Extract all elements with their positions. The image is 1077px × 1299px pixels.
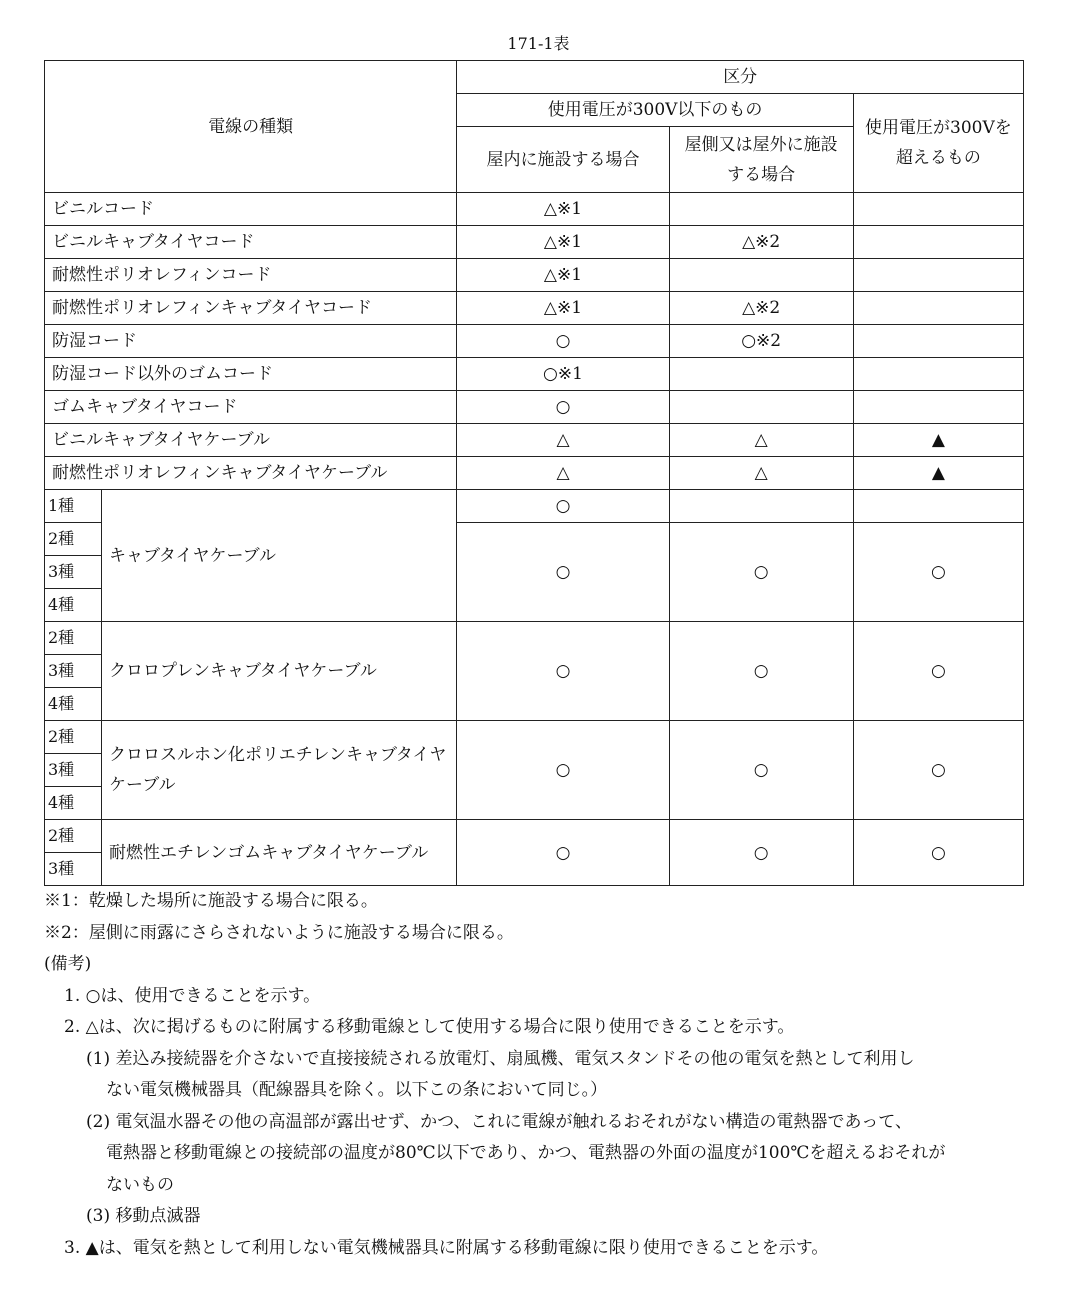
outdoor-cell <box>669 391 853 424</box>
table-header-row <box>45 61 1024 94</box>
remark-2 <box>44 1012 1044 1044</box>
remark-number: 1. <box>64 985 81 1006</box>
wire-name: クロロプレンキャブタイヤケーブル <box>102 622 457 721</box>
indoor-cell: ○ <box>457 820 669 886</box>
outdoor-cell: △※2 <box>669 292 853 325</box>
over-300v-cell <box>853 490 1023 523</box>
indoor-cell: △ <box>457 457 669 490</box>
indoor-cell: △※1 <box>457 193 669 226</box>
header-under-300v: 使用電圧が300V以下のもの <box>457 94 853 127</box>
remark-2-item-1 <box>44 1044 1044 1076</box>
wire-usage-table <box>44 60 1024 886</box>
wire-name: ビニルキャブタイヤケーブル <box>45 424 457 457</box>
remark-text: ○は、使用できることを示す。 <box>85 985 321 1006</box>
over-300v-cell <box>853 325 1023 358</box>
indoor-cell: △※1 <box>457 226 669 259</box>
table-row <box>45 325 1024 358</box>
remark-number: 2. <box>64 1017 81 1037</box>
item-number: (3) <box>86 1206 111 1226</box>
over-300v-cell <box>853 226 1023 259</box>
remark-2-item-2 <box>44 1107 1044 1139</box>
table-row <box>45 424 1024 457</box>
remark-2-item-2-cont: 電熱器と移動電線との接続部の温度が80℃以下であり、かつ、電熱器の外面の温度が100℃を超えるおそれが <box>106 1143 946 1163</box>
remark-2-item-2-cont: ないもの <box>106 1174 174 1195</box>
table-row <box>45 226 1024 259</box>
over-300v-cell <box>853 259 1023 292</box>
notes-section <box>44 886 1044 1264</box>
table-row <box>45 457 1024 490</box>
grade-cell: 3種 <box>45 754 102 787</box>
wire-name: 耐燃性エチレンゴムキャブタイヤケーブル <box>102 820 457 886</box>
indoor-cell: ○ <box>457 721 669 820</box>
grade-cell: 1種 <box>45 490 102 523</box>
item-number: (1) <box>86 1048 111 1069</box>
remark-2-item-3 <box>44 1201 1044 1233</box>
outdoor-cell: ○ <box>669 820 853 886</box>
header-outdoor: 屋側又は屋外に施設する場合 <box>669 127 853 193</box>
grade-cell: 3種 <box>45 853 102 886</box>
remark-text: ▲は、電気を熱として利用しない電気機械器具に附属する移動電線に限り使用できることを示す。 <box>85 1237 829 1258</box>
over-300v-cell: ○ <box>853 820 1023 886</box>
outdoor-cell: ○※2 <box>669 325 853 358</box>
over-300v-cell: ○ <box>853 622 1023 721</box>
wire-name: 防湿コード以外のゴムコード <box>45 358 457 391</box>
footnote-2: ※2：屋側に雨露にさらされないように施設する場合に限る。 <box>44 922 514 943</box>
wire-name: キャブタイヤケーブル <box>102 490 457 622</box>
remark-3 <box>44 1233 1044 1265</box>
header-indoor: 屋内に施設する場合 <box>457 127 669 193</box>
grade-cell: 4種 <box>45 589 102 622</box>
table-row <box>45 292 1024 325</box>
outdoor-cell <box>669 193 853 226</box>
item-text: 電気温水器その他の高温部が露出せず、かつ、これに電線が触れるおそれがない構造の電熱器であって、 <box>115 1111 912 1132</box>
outdoor-cell: ○ <box>669 523 853 622</box>
item-text: 移動点滅器 <box>115 1206 201 1226</box>
header-over-300v: 使用電圧が300Vを超えるもの <box>853 94 1023 193</box>
grade-cell: 2種 <box>45 622 102 655</box>
over-300v-cell <box>853 292 1023 325</box>
outdoor-cell: △※2 <box>669 226 853 259</box>
remark-number: 3. <box>64 1237 81 1258</box>
over-300v-cell: ○ <box>853 721 1023 820</box>
table-caption: 171-1表 <box>507 34 570 53</box>
indoor-cell: △※1 <box>457 292 669 325</box>
table-row <box>45 358 1024 391</box>
indoor-cell: △※1 <box>457 259 669 292</box>
outdoor-cell <box>669 358 853 391</box>
over-300v-cell <box>853 193 1023 226</box>
outdoor-cell: △ <box>669 424 853 457</box>
grade-cell: 2種 <box>45 523 102 556</box>
table-row <box>45 721 1024 754</box>
grade-cell: 3種 <box>45 556 102 589</box>
table-row <box>45 622 1024 655</box>
over-300v-cell: ▲ <box>853 457 1023 490</box>
indoor-cell: ○ <box>457 622 669 721</box>
grade-cell: 2種 <box>45 820 102 853</box>
wire-name: 耐燃性ポリオレフィンコード <box>45 259 457 292</box>
outdoor-cell <box>669 259 853 292</box>
remark-text: △は、次に掲げるものに附属する移動電線として使用する場合に限り使用できることを示す。 <box>85 1017 795 1037</box>
table-row <box>45 391 1024 424</box>
indoor-cell: ○※1 <box>457 358 669 391</box>
outdoor-cell <box>669 490 853 523</box>
wire-name: 耐燃性ポリオレフィンキャブタイヤケーブル <box>45 457 457 490</box>
wire-name: 防湿コード <box>45 325 457 358</box>
outdoor-cell: ○ <box>669 721 853 820</box>
over-300v-cell: ○ <box>853 523 1023 622</box>
indoor-cell: △ <box>457 424 669 457</box>
over-300v-cell <box>853 391 1023 424</box>
indoor-cell: ○ <box>457 490 669 523</box>
wire-name: 耐燃性ポリオレフィンキャブタイヤコード <box>45 292 457 325</box>
wire-name: クロロスルホン化ポリエチレンキャブタイヤケーブル <box>102 721 457 820</box>
grade-cell: 2種 <box>45 721 102 754</box>
table-row <box>45 820 1024 853</box>
header-category: 区分 <box>457 61 1024 94</box>
item-number: (2) <box>86 1111 111 1132</box>
table-row <box>45 259 1024 292</box>
indoor-cell: ○ <box>457 523 669 622</box>
wire-name: ゴムキャブタイヤコード <box>45 391 457 424</box>
outdoor-cell: △ <box>669 457 853 490</box>
over-300v-cell <box>853 358 1023 391</box>
grade-cell: 3種 <box>45 655 102 688</box>
remark-2-item-1-cont: ない電気機械器具（配線器具を除く。以下この条において同じ。） <box>106 1080 608 1100</box>
remark-1 <box>44 981 1044 1013</box>
footnote-1: ※1：乾燥した場所に施設する場合に限る。 <box>44 891 378 911</box>
item-text: 差込み接続器を介さないで直接接続される放電灯、扇風機、電気スタンドその他の電気を熱として利用し <box>115 1048 915 1069</box>
remarks-heading: (備考) <box>44 954 92 974</box>
table-row <box>45 193 1024 226</box>
indoor-cell: ○ <box>457 325 669 358</box>
grade-cell: 4種 <box>45 688 102 721</box>
wire-name: ビニルコード <box>45 193 457 226</box>
outdoor-cell: ○ <box>669 622 853 721</box>
over-300v-cell: ▲ <box>853 424 1023 457</box>
wire-name: ビニルキャブタイヤコード <box>45 226 457 259</box>
header-wire-type: 電線の種類 <box>45 61 457 193</box>
table-row <box>45 490 1024 523</box>
grade-cell: 4種 <box>45 787 102 820</box>
indoor-cell: ○ <box>457 391 669 424</box>
